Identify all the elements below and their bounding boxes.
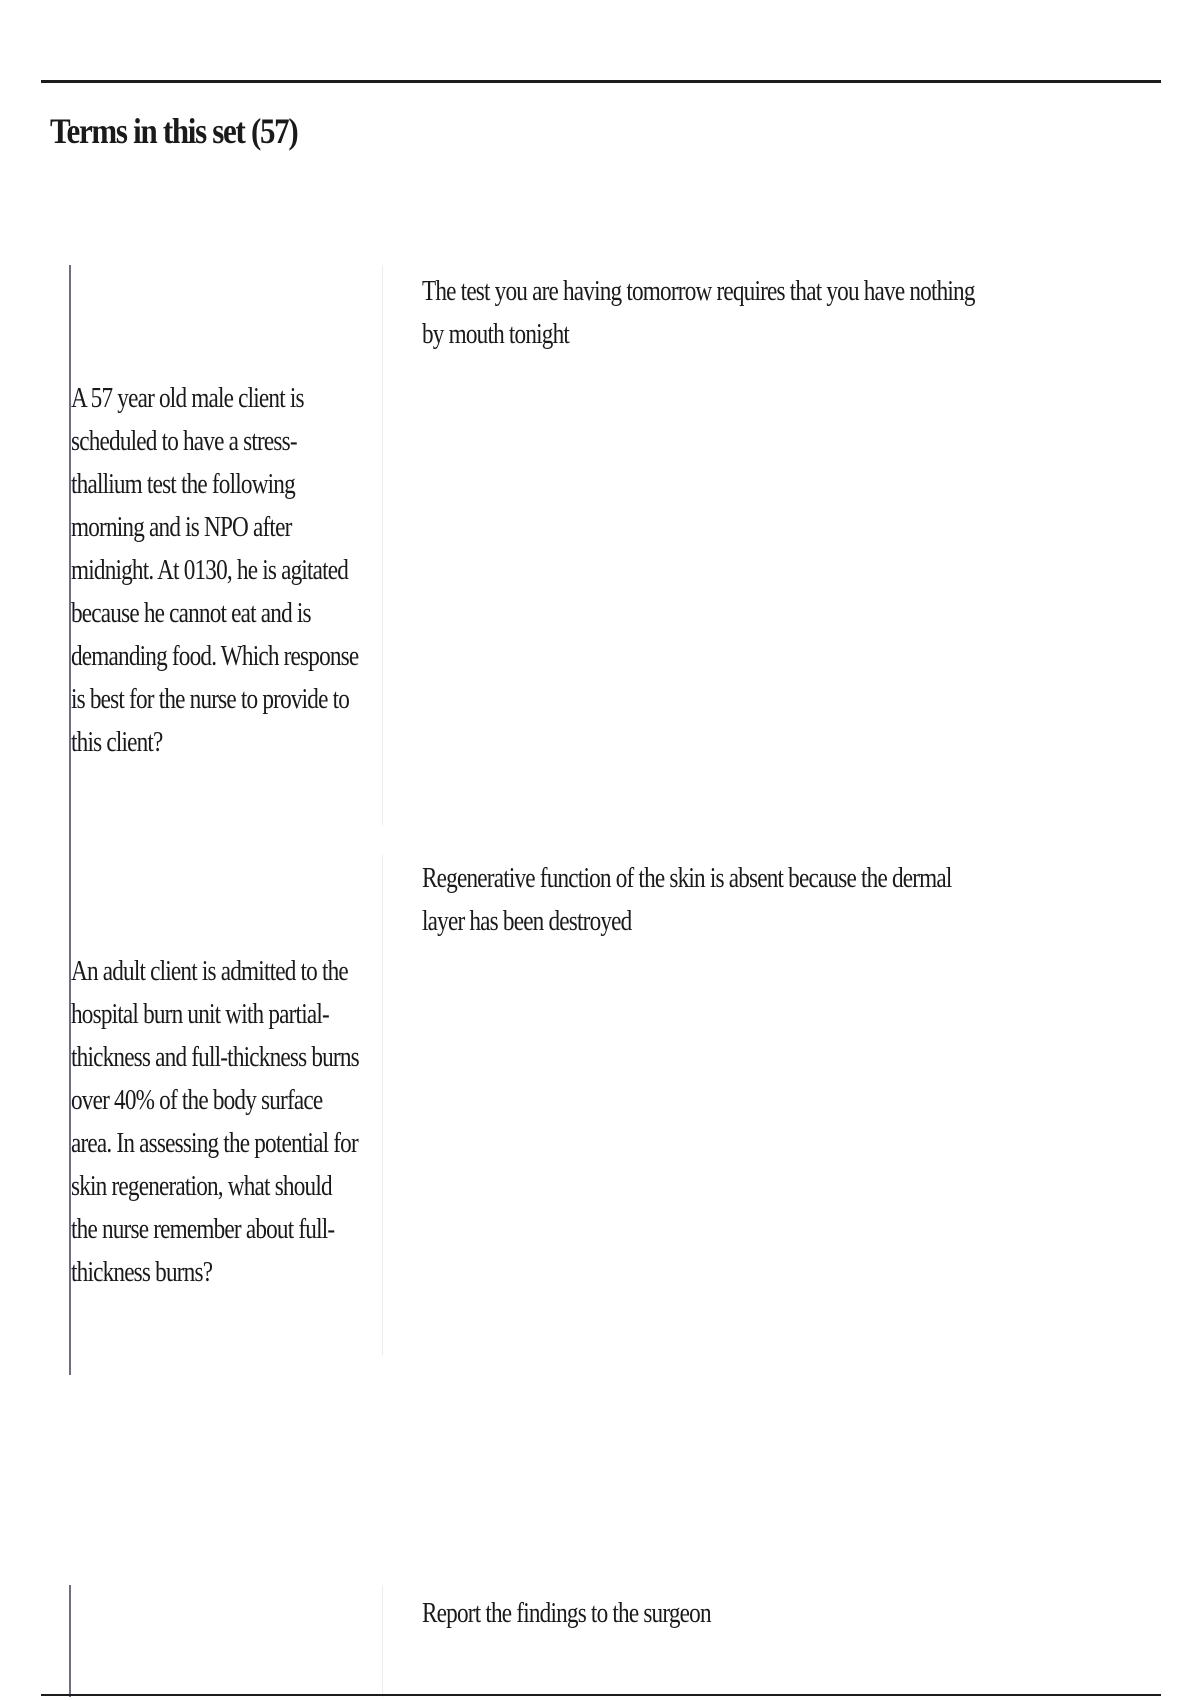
- card-term: An adult client is admitted to the hospital burn unit with partial-thickness and full-thickness burns over 40% of the body surface area. In assessing the potential for skin regeneration, what should the nurse remember about full-thickness burns?: [71, 955, 359, 1288]
- top-rule: [41, 80, 1161, 83]
- flashcard-row[interactable]: [0, 1585, 1200, 1697]
- flashcard-row[interactable]: [0, 265, 1200, 825]
- card-left-rule: [69, 1585, 71, 1697]
- bottom-rule: [41, 1694, 1161, 1696]
- card-term: A 57 year old male client is scheduled to have a stress-thallium test the following morning and is NPO after midnight. At 0130, he is agitated because he cannot eat and is demanding food. Which response is best for the nurse to provide to this client?: [71, 382, 359, 758]
- card-column-divider: [382, 1585, 383, 1697]
- card-definition: Regenerative function of the skin is absent because the dermal layer has been destroyed: [422, 862, 952, 937]
- flashcard-row[interactable]: [0, 855, 1200, 1355]
- set-title: Terms in this set (57): [50, 111, 298, 151]
- card-definition: Report the findings to the surgeon: [422, 1597, 711, 1629]
- card-definition: The test you are having tomorrow requires that you have nothing by mouth tonight: [422, 275, 975, 350]
